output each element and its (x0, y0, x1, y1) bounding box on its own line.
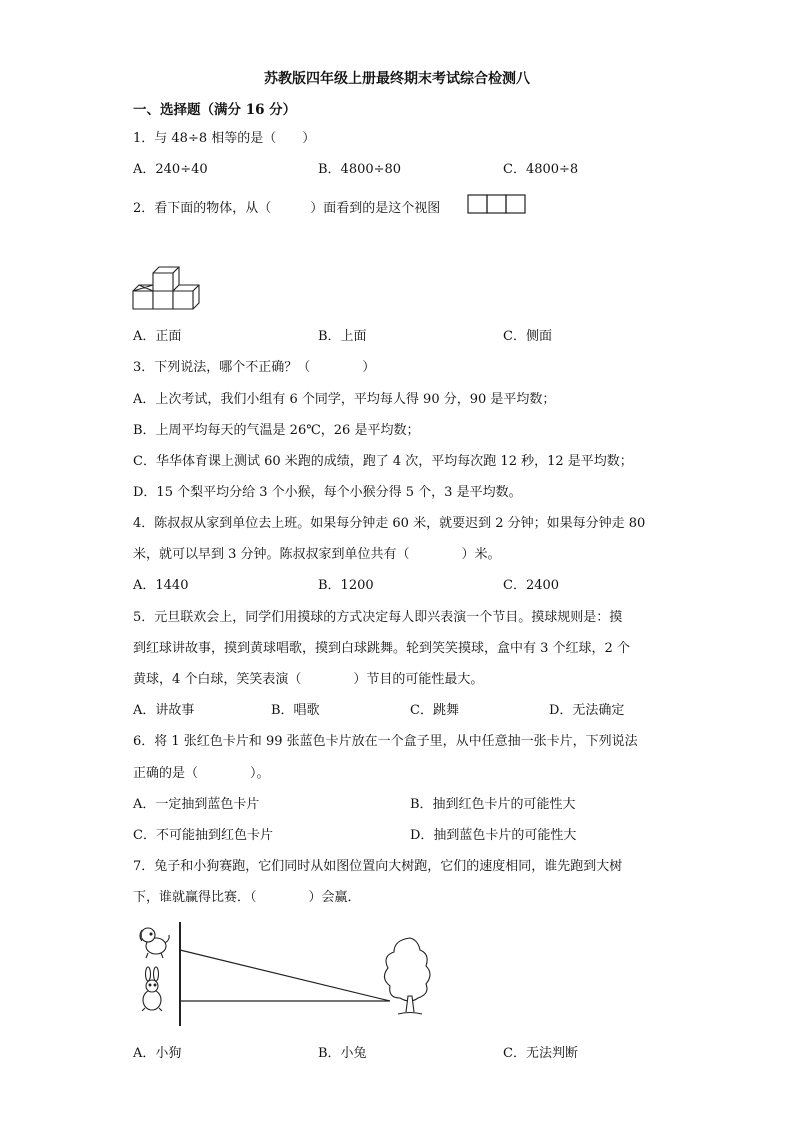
q5-option-b[interactable]: B．唱歌 (271, 703, 320, 718)
three-square-view-figure (467, 194, 527, 214)
q7-stem-line2: 下，谁就赢得比赛．（ ）会赢． (133, 890, 361, 905)
q2-option-c[interactable]: C．侧面 (503, 329, 552, 344)
q3-stem: 3．下列说法，哪个不正确？（ ） (133, 360, 376, 375)
q5-option-c[interactable]: C．跳舞 (410, 703, 459, 718)
q7-stem-line1: 7．兔子和小狗赛跑，它们同时从如图位置向大树跑，它们的速度相同，谁先跑到大树 (133, 859, 623, 874)
q5-option-d[interactable]: D．无法确定 (549, 703, 625, 718)
q3-option-b[interactable]: B．上周平均每天的气温是 26℃，26 是平均数； (133, 423, 420, 438)
cube-stack-figure (131, 265, 203, 315)
q1-option-a[interactable]: A．240÷40 (133, 162, 208, 177)
q7-option-b[interactable]: B．小兔 (318, 1046, 367, 1061)
q6-stem-line1: 6．将 1 张红色卡片和 99 张蓝色卡片放在一个盒子里，从中任意抽一张卡片，下列说法 (133, 734, 638, 749)
q5-stem-line3: 黄球，4 个白球，笑笑表演（ ）节目的可能性最大。 (133, 672, 484, 687)
q5-stem-line2: 到红球讲故事，摸到黄球唱歌，摸到白球跳舞。轮到笑笑摸球，盒中有 3 个红球，2 个 (133, 641, 630, 656)
q1-option-c[interactable]: C．4800÷8 (503, 162, 579, 177)
q5-option-a[interactable]: A．讲故事 (133, 703, 195, 718)
q1-stem: 1．与 48÷8 相等的是（ ） (133, 131, 316, 146)
q7-option-a[interactable]: A．小狗 (133, 1046, 182, 1061)
q2-option-b[interactable]: B．上面 (318, 329, 367, 344)
race-figure (128, 918, 448, 1030)
q4-stem-line1: 4．陈叔叔从家到单位去上班。如果每分钟走 60 米，就要迟到 2 分钟；如果每分钟走 80 (133, 516, 646, 531)
rabbit-icon (142, 967, 162, 1011)
q4-option-c[interactable]: C．2400 (503, 578, 560, 593)
q3-option-d[interactable]: D．15 个梨平均分给 3 个小猴，每个小猴分得 5 个，3 是平均数。 (133, 485, 522, 500)
q6-stem-line2: 正确的是（ ）。 (133, 766, 270, 781)
tree-icon (384, 938, 430, 1014)
q5-stem-line1: 5．元旦联欢会上，同学们用摸球的方式决定每人即兴表演一个节目。摸球规则是：摸 (133, 610, 623, 625)
q6-option-a[interactable]: A．一定抽到蓝色卡片 (133, 797, 260, 812)
q4-stem-line2: 米，就可以早到 3 分钟。陈叔叔家到单位共有（ ）米。 (133, 547, 501, 562)
page-title: 苏教版四年级上册最终期末考试综合检测八 (264, 71, 530, 87)
q3-option-a[interactable]: A．上次考试，我们小组有 6 个同学，平均每人得 90 分，90 是平均数； (133, 392, 556, 407)
q6-option-d[interactable]: D．抽到蓝色卡片的可能性大 (410, 828, 577, 843)
q2-stem: 2．看下面的物体，从（ ）面看到的是这个视图 (133, 201, 441, 216)
section-heading: 一、选择题（满分 16 分） (133, 102, 297, 118)
q6-option-c[interactable]: C．不可能抽到红色卡片 (133, 828, 273, 843)
q4-option-b[interactable]: B．1200 (318, 578, 374, 593)
q6-option-b[interactable]: B．抽到红色卡片的可能性大 (410, 797, 576, 812)
q3-option-c[interactable]: C．华华体育课上测试 60 米跑的成绩，跑了 4 次，平均每次跑 12 秒，12 是平均数； (133, 454, 633, 469)
q2-option-a[interactable]: A．正面 (133, 329, 182, 344)
q4-option-a[interactable]: A．1440 (133, 578, 189, 593)
q7-option-c[interactable]: C．无法判断 (503, 1046, 578, 1061)
q1-option-b[interactable]: B．4800÷80 (318, 162, 402, 177)
dog-path (180, 950, 390, 1001)
dog-icon (140, 928, 169, 958)
